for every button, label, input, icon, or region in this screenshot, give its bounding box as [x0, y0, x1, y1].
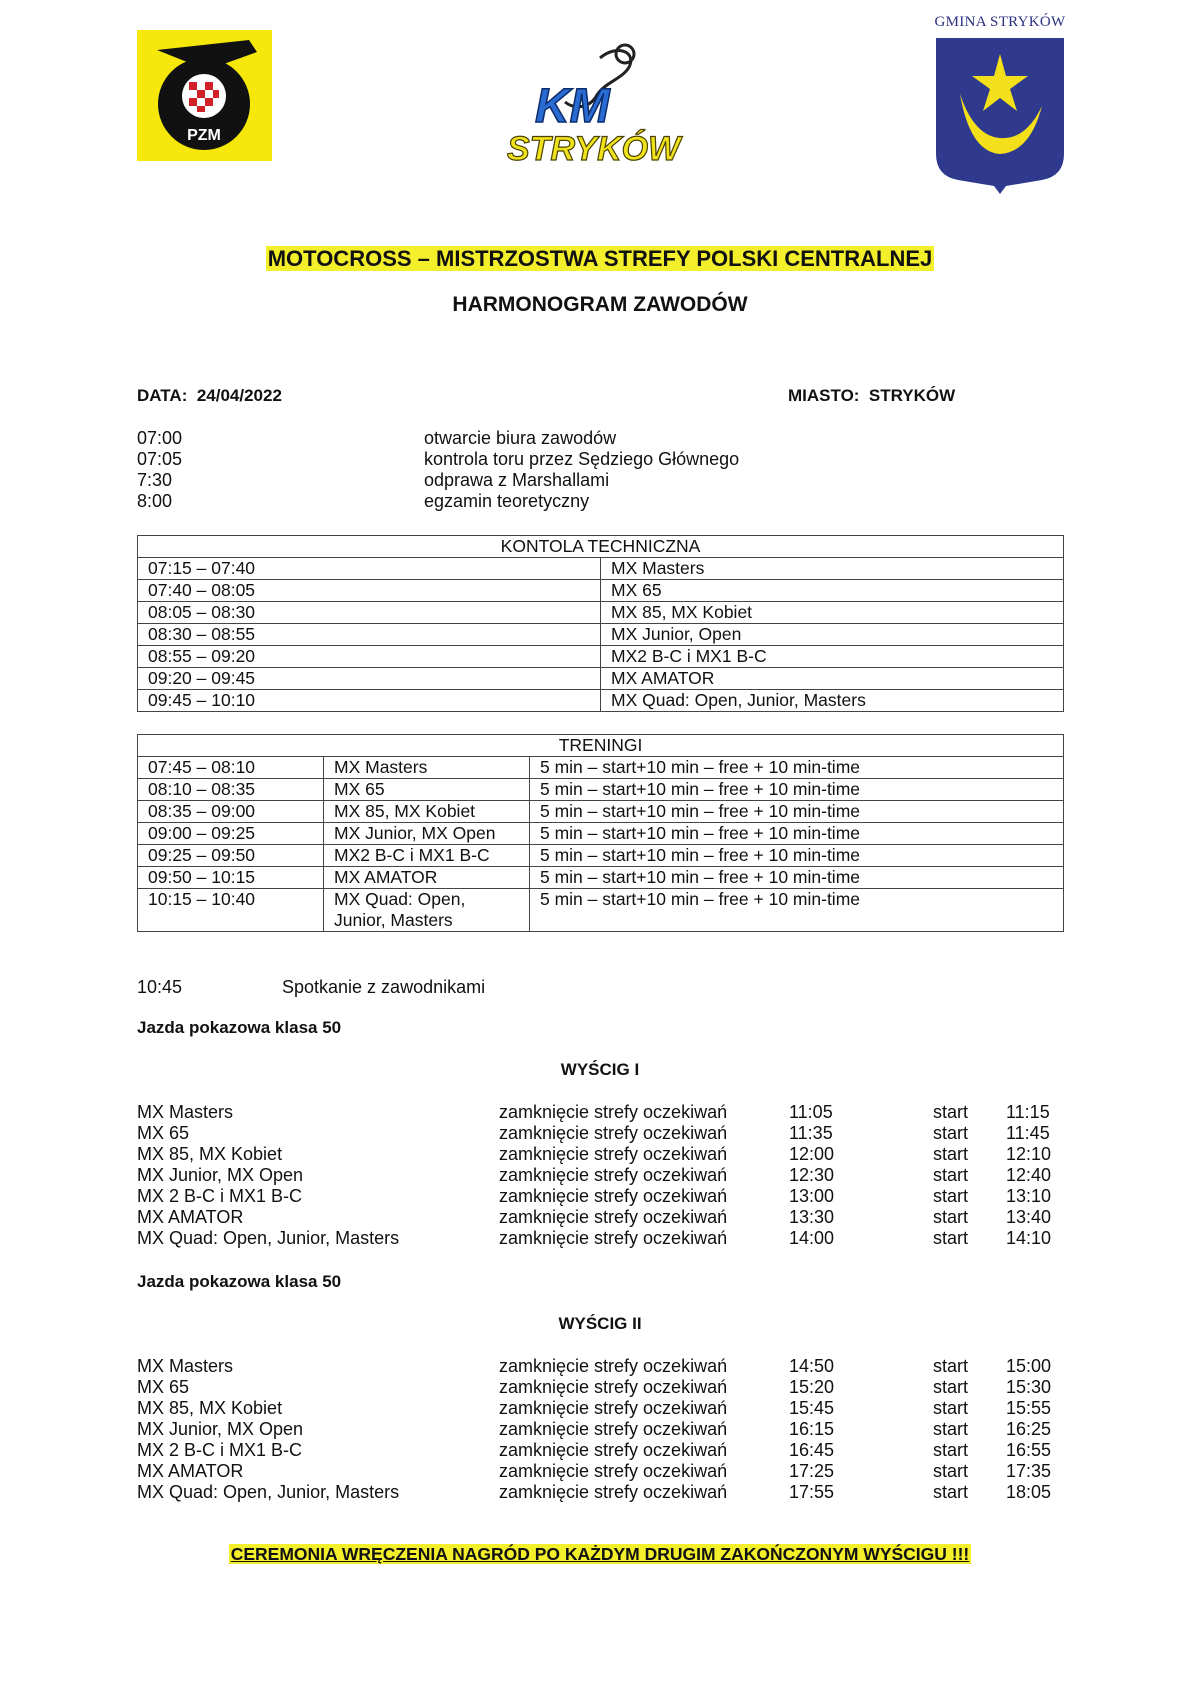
race-start-time: 11:15 [1006, 1102, 1050, 1122]
race-start-time: 16:25 [1006, 1419, 1052, 1439]
city-line: MIASTO: STRYKÓW [788, 386, 956, 405]
tech-control-row [138, 668, 1064, 690]
race-close-time: 12:00 [789, 1144, 835, 1164]
race-2-heading: WYŚCIG II [558, 1314, 642, 1333]
tech-class: MX 85, MX Kobiet [601, 602, 1064, 624]
race-close-time: 15:20 [789, 1377, 835, 1397]
tech-time: 07:40 – 08:05 [138, 580, 601, 602]
race-waiting-zone-close: zamknięcie strefy oczekiwań [499, 1207, 728, 1227]
training-desc: 5 min – start+10 min – free + 10 min-time [530, 801, 1064, 823]
race-class: MX AMATOR [137, 1207, 244, 1227]
race-waiting-zone-close: zamknięcie strefy oczekiwań [499, 1144, 728, 1164]
race-close-time: 14:00 [789, 1228, 835, 1248]
race-waiting-zone-close: zamknięcie strefy oczekiwań [499, 1228, 728, 1248]
race-start-label: start [933, 1482, 969, 1502]
training-row [138, 801, 1064, 823]
race-class: MX Masters [137, 1102, 234, 1122]
opening-desc: otwarcie biura zawodów [424, 428, 617, 448]
race-start-label: start [933, 1440, 969, 1460]
race-close-time: 16:15 [789, 1419, 835, 1439]
race-waiting-zone-close: zamknięcie strefy oczekiwań [499, 1102, 728, 1122]
training-row [138, 757, 1064, 779]
race-close-time: 16:45 [789, 1440, 835, 1460]
race-start-label: start [933, 1228, 969, 1248]
tech-time: 08:55 – 09:20 [138, 646, 601, 668]
training-desc: 5 min – start+10 min – free + 10 min-time [530, 867, 1064, 889]
tech-control-row [138, 558, 1064, 580]
training-row [138, 845, 1064, 867]
opening-desc: kontrola toru przez Sędziego Głównego [424, 449, 740, 469]
training-row [138, 823, 1064, 845]
training-desc: 5 min – start+10 min – free + 10 min-time [530, 757, 1064, 779]
training-time: 09:50 – 10:15 [138, 867, 324, 889]
race-start-label: start [933, 1377, 969, 1397]
tech-control-row [138, 690, 1064, 712]
race-1-heading: WYŚCIG I [560, 1060, 640, 1079]
tech-control-heading: KONTOLA TECHNICZNA [138, 536, 1064, 558]
race-start-label: start [933, 1186, 969, 1206]
race-waiting-zone-close: zamknięcie strefy oczekiwań [499, 1398, 728, 1418]
training-class: MX2 B-C i MX1 B-C [324, 845, 530, 867]
tech-class: MX Junior, Open [601, 624, 1064, 646]
race-close-time: 14:50 [789, 1356, 835, 1376]
training-row [138, 779, 1064, 801]
training-class: MX Quad: Open, Junior, Masters [324, 889, 530, 932]
training-time: 09:25 – 09:50 [138, 845, 324, 867]
tech-time: 08:05 – 08:30 [138, 602, 601, 624]
opening-time: 07:05 [137, 449, 183, 469]
race-class: MX 85, MX Kobiet [137, 1398, 283, 1418]
race-start-label: start [933, 1123, 969, 1143]
training-time: 09:00 – 09:25 [138, 823, 324, 845]
race-class: MX 2 B-C i MX1 B-C [137, 1186, 303, 1206]
tech-control-table [137, 535, 1064, 712]
race-start-label: start [933, 1207, 969, 1227]
race-class: MX 65 [137, 1377, 190, 1397]
tech-control-row [138, 646, 1064, 668]
gmina-strykow-crest [930, 14, 1070, 196]
training-desc: 5 min – start+10 min – free + 10 min-time [530, 823, 1064, 845]
training-time: 08:10 – 08:35 [138, 779, 324, 801]
meeting-time: 10:45 [137, 977, 183, 997]
race-close-time: 11:35 [789, 1123, 833, 1143]
race-class: MX Junior, MX Open [137, 1165, 304, 1185]
tech-time: 09:45 – 10:10 [138, 690, 601, 712]
opening-time: 7:30 [137, 470, 173, 490]
race-start-time: 12:10 [1006, 1144, 1052, 1164]
race-waiting-zone-close: zamknięcie strefy oczekiwań [499, 1482, 728, 1502]
training-time: 07:45 – 08:10 [138, 757, 324, 779]
race-start-time: 15:00 [1006, 1356, 1052, 1376]
race-waiting-zone-close: zamknięcie strefy oczekiwań [499, 1377, 728, 1397]
km-strykow-logo [505, 40, 705, 170]
race-start-time: 16:55 [1006, 1440, 1052, 1460]
race-start-label: start [933, 1419, 969, 1439]
race-waiting-zone-close: zamknięcie strefy oczekiwań [499, 1165, 728, 1185]
race-waiting-zone-close: zamknięcie strefy oczekiwań [499, 1461, 728, 1481]
tech-control-row [138, 580, 1064, 602]
date-line: DATA: 24/04/2022 [137, 386, 282, 405]
training-row [138, 867, 1064, 889]
race-start-label: start [933, 1102, 969, 1122]
demo-ride-1: Jazda pokazowa klasa 50 [137, 1018, 342, 1037]
gmina-label: GMINA STRYKÓW [934, 14, 1066, 30]
race-start-label: start [933, 1398, 969, 1418]
training-time: 10:15 – 10:40 [138, 889, 324, 932]
demo-ride-2: Jazda pokazowa klasa 50 [137, 1272, 342, 1291]
opening-desc: odprawa z Marshallami [424, 470, 610, 490]
tech-time: 07:15 – 07:40 [138, 558, 601, 580]
opening-desc: egzamin teoretyczny [424, 491, 590, 511]
race-waiting-zone-close: zamknięcie strefy oczekiwań [499, 1440, 728, 1460]
race-class: MX 85, MX Kobiet [137, 1144, 283, 1164]
race-close-time: 15:45 [789, 1398, 835, 1418]
tech-time: 08:30 – 08:55 [138, 624, 601, 646]
training-class: MX Masters [324, 757, 530, 779]
document-subtitle: HARMONOGRAM ZAWODÓW [452, 293, 748, 316]
race-close-time: 17:55 [789, 1482, 835, 1502]
tech-class: MX Masters [601, 558, 1064, 580]
tech-class: MX Quad: Open, Junior, Masters [601, 690, 1064, 712]
race-start-time: 17:35 [1006, 1461, 1052, 1481]
tech-class: MX AMATOR [601, 668, 1064, 690]
race-waiting-zone-close: zamknięcie strefy oczekiwań [499, 1186, 728, 1206]
race-start-label: start [933, 1356, 969, 1376]
race-start-time: 14:10 [1006, 1228, 1052, 1248]
opening-time: 8:00 [137, 491, 173, 511]
training-desc: 5 min – start+10 min – free + 10 min-time [530, 889, 1064, 932]
training-row [138, 889, 1064, 932]
training-heading: TRENINGI [138, 735, 1064, 757]
race-class: MX 2 B-C i MX1 B-C [137, 1440, 303, 1460]
document-title: MOTOCROSS – MISTRZOSTWA STREFY POLSKI CENTRALNEJ [267, 246, 933, 271]
tech-control-row [138, 602, 1064, 624]
pzm-logo [137, 30, 272, 161]
tech-time: 09:20 – 09:45 [138, 668, 601, 690]
race-waiting-zone-close: zamknięcie strefy oczekiwań [499, 1356, 728, 1376]
training-class: MX AMATOR [324, 867, 530, 889]
race-start-time: 13:10 [1006, 1186, 1052, 1206]
race-class: MX AMATOR [137, 1461, 244, 1481]
svg-text:STRYKÓW: STRYKÓW [507, 130, 681, 168]
tech-control-row [138, 624, 1064, 646]
race-class: MX Masters [137, 1356, 234, 1376]
race-waiting-zone-close: zamknięcie strefy oczekiwań [499, 1419, 728, 1439]
opening-time: 07:00 [137, 428, 183, 448]
race-close-time: 17:25 [789, 1461, 835, 1481]
race-start-label: start [933, 1165, 969, 1185]
svg-text:PZM: PZM [187, 127, 221, 144]
training-class: MX 65 [324, 779, 530, 801]
race-start-time: 13:40 [1006, 1207, 1052, 1227]
meeting-desc: Spotkanie z zawodnikami [282, 977, 486, 997]
race-close-time: 13:00 [789, 1186, 835, 1206]
race-class: MX Quad: Open, Junior, Masters [137, 1482, 400, 1502]
training-desc: 5 min – start+10 min – free + 10 min-time [530, 845, 1064, 867]
race-class: MX 65 [137, 1123, 190, 1143]
race-close-time: 11:05 [789, 1102, 833, 1122]
race-start-time: 18:05 [1006, 1482, 1052, 1502]
race-close-time: 12:30 [789, 1165, 835, 1185]
race-start-label: start [933, 1461, 969, 1481]
svg-text:KM: KM [535, 80, 610, 133]
ceremony-notice: CEREMONIA WRĘCZENIA NAGRÓD PO KAŻDYM DRUGIM ZAKOŃCZONYM WYŚCIGU !!! [230, 1544, 970, 1564]
race-start-label: start [933, 1144, 969, 1164]
training-class: MX 85, MX Kobiet [324, 801, 530, 823]
race-close-time: 13:30 [789, 1207, 835, 1227]
race-start-time: 11:45 [1006, 1123, 1050, 1143]
race-start-time: 15:55 [1006, 1398, 1052, 1418]
training-time: 08:35 – 09:00 [138, 801, 324, 823]
training-desc: 5 min – start+10 min – free + 10 min-time [530, 779, 1064, 801]
race-waiting-zone-close: zamknięcie strefy oczekiwań [499, 1123, 728, 1143]
race-start-time: 12:40 [1006, 1165, 1052, 1185]
race-class: MX Junior, MX Open [137, 1419, 304, 1439]
tech-class: MX2 B-C i MX1 B-C [601, 646, 1064, 668]
training-table [137, 734, 1064, 932]
tech-class: MX 65 [601, 580, 1064, 602]
race-class: MX Quad: Open, Junior, Masters [137, 1228, 400, 1248]
training-class: MX Junior, MX Open [324, 823, 530, 845]
race-start-time: 15:30 [1006, 1377, 1052, 1397]
